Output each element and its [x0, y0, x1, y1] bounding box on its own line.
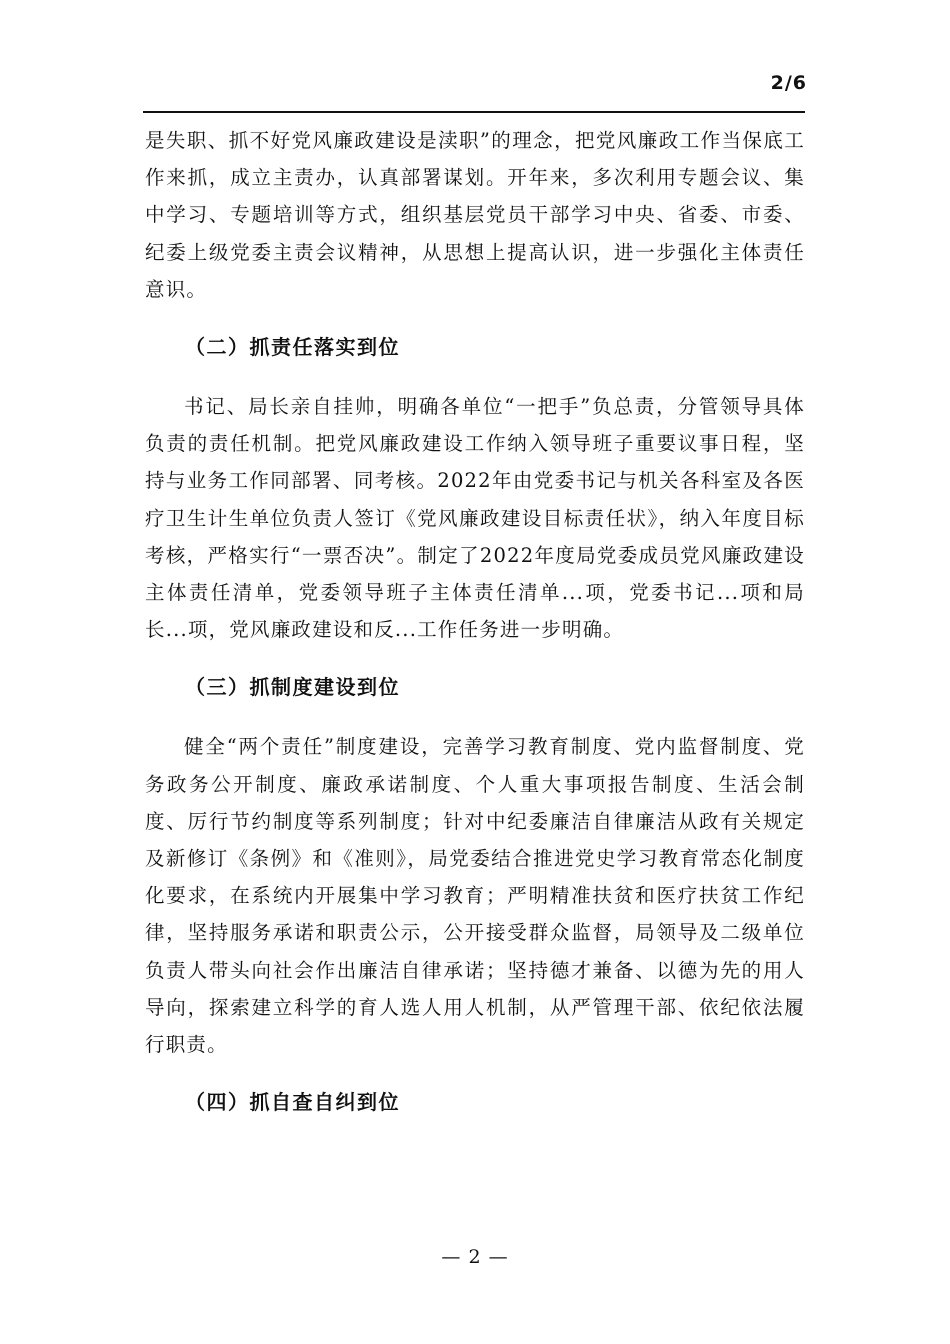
- footer-page-number: — 2 —: [441, 1246, 509, 1268]
- paragraph-2: 书记、局长亲自挂帅，明确各单位“一把手”负总责，分管领导具体负责的责任机制。把党风廉政建设工作纳入领导班子重要议事日程，坚持与业务工作同部署、同考核。2022年由党委书记与机关各科室及各医疗卫生计生单位负责人签订《党风廉政建设目标责任状》，纳入年度目标考核，严格实行“一票否决”。制定了2022年度局党委成员党风廉政建设主体责任清单，党委领导班子主体责任清单...项，党委书记...项和局长...项，党风廉政建设和反...工作任务进一步明确。: [145, 395, 805, 642]
- page-counter: 2/6: [770, 72, 807, 94]
- header-rule: [143, 111, 805, 113]
- document-body: [145, 122, 805, 1121]
- paragraph-3: 健全“两个责任”制度建设，完善学习教育制度、党内监督制度、党务政务公开制度、廉政承诺制度、个人重大事项报告制度、生活会制度、厉行节约制度等系列制度；针对中纪委廉洁自律廉洁从政有关规定及新修订《条例》和《准则》，局党委结合推进党史学习教育常态化制度化要求，在系统内开展集中学习教育；严明精准扶贫和医疗扶贫工作纪律，坚持服务承诺和职责公示，公开接受群众监督，局领导及二级单位负责人带头向社会作出廉洁自律承诺；坚持德才兼备、以德为先的用人导向，探索建立科学的育人选人用人机制，从严管理干部、依纪依法履行职责。: [145, 735, 805, 1057]
- paragraph-1: 是失职、抓不好党风廉政建设是渎职”的理念，把党风廉政工作当保底工作来抓，成立主责办，认真部署谋划。开年来，多次利用专题会议、集中学习、专题培训等方式，组织基层党员干部学习中央、省委、市委、纪委上级党委主责会议精神，从思想上提高认识，进一步强化主体责任意识。: [145, 129, 805, 301]
- section-heading-4: （四）抓自查自纠到位: [185, 1090, 400, 1115]
- section-heading-3: （三）抓制度建设到位: [185, 675, 400, 700]
- section-heading-2: （二）抓责任落实到位: [185, 335, 400, 360]
